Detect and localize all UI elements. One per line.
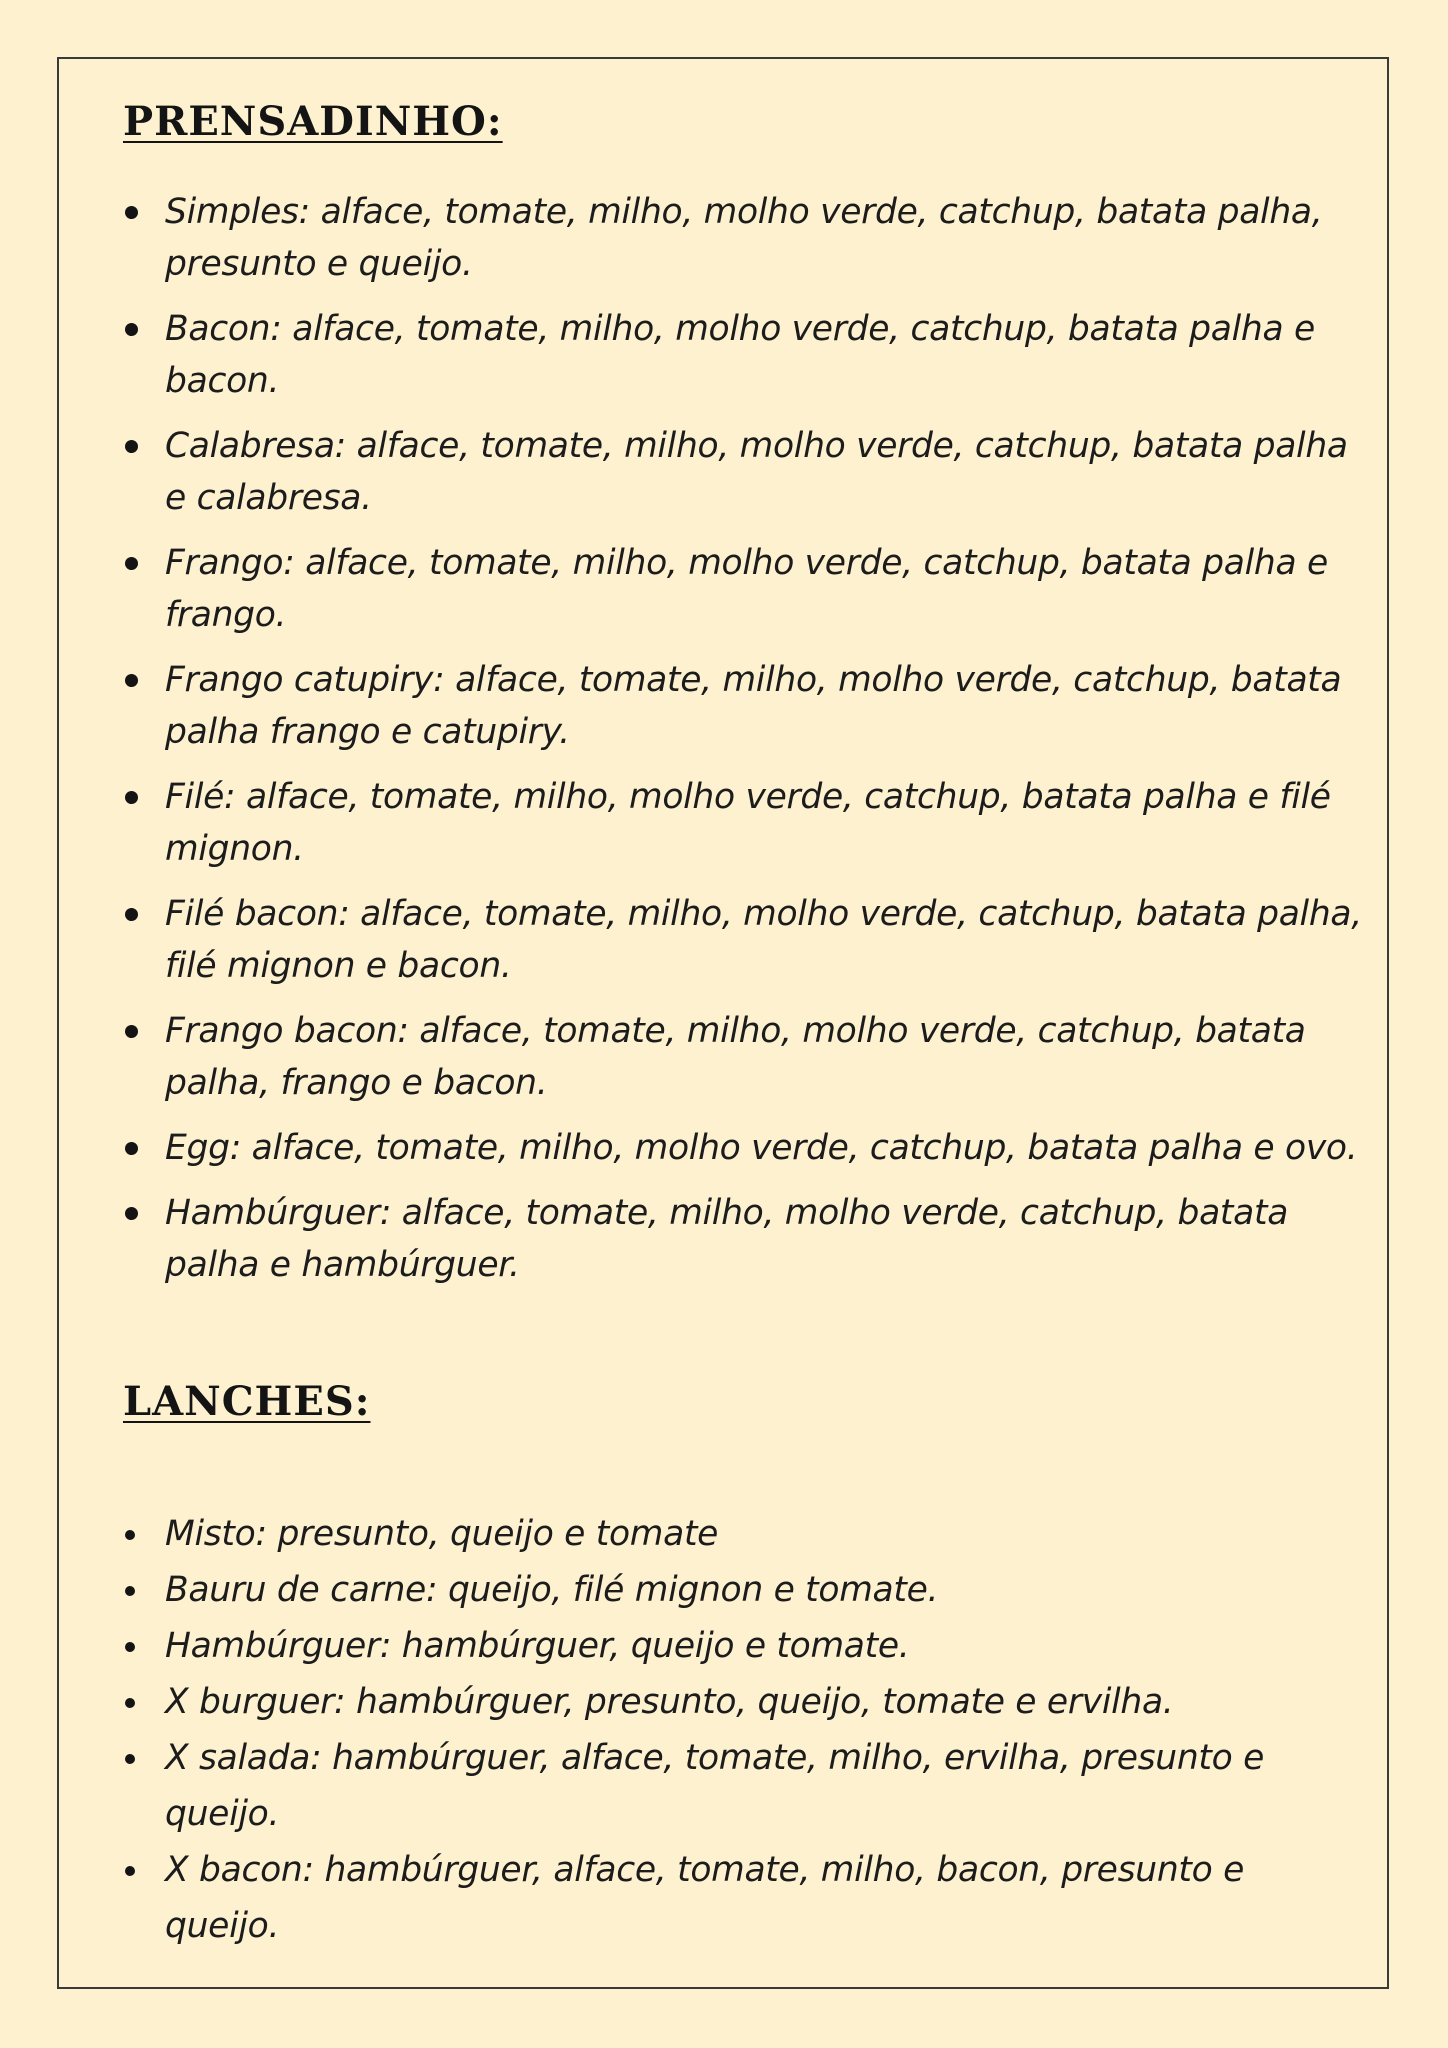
list-item [123,186,1368,290]
list-item-text: Frango bacon: alface, tomate, milho, molho verde, catchup, batata palha, frango e bacon. [165,1011,1306,1103]
bullet-icon [125,1207,138,1220]
bullet-icon [125,1642,135,1652]
list-item-text: Calabresa: alface, tomate, milho, molho verde, catchup, batata palha e calabresa. [165,426,1348,518]
bullet-icon [125,1142,138,1155]
list-item-text: Simples: alface, tomate, milho, molho verde, catchup, batata palha, presunto e queijo. [165,192,1323,284]
list-item [123,537,1368,641]
list-item [123,888,1368,992]
list-item-text: Bacon: alface, tomate, milho, molho verde, catchup, batata palha e bacon. [165,309,1315,401]
list-item-text: Filé: alface, tomate, milho, molho verde, catchup, batata palha e filé mignon. [165,777,1331,869]
list-item-text: X bacon: hambúrguer, alface, tomate, milho, bacon, presunto e queijo. [165,1850,1245,1946]
prensadinho-list [123,186,1368,1304]
list-item-text: X salada: hambúrguer, alface, tomate, milho, ervilha, presunto e queijo. [165,1738,1265,1834]
bullet-icon [125,1586,135,1596]
section-heading-lanches: LANCHES: [123,1378,371,1425]
list-item [123,1562,1368,1618]
list-item-text: Frango catupiry: alface, tomate, milho, molho verde, catchup, batata palha frango e catupiry. [165,660,1342,752]
bullet-icon [125,206,138,219]
bullet-icon [125,440,138,453]
bullet-icon [125,791,138,804]
list-item [123,1842,1368,1954]
list-item [123,1122,1368,1174]
list-item [123,654,1368,758]
list-item [123,1187,1368,1291]
bullet-icon [125,1025,138,1038]
list-item [123,1674,1368,1730]
list-item [123,420,1368,524]
lanches-list [123,1506,1368,1954]
bullet-icon [125,1754,135,1764]
bullet-icon [125,1530,135,1540]
list-item-text: Bauru de carne: queijo, filé mignon e tomate. [165,1570,939,1610]
list-item [123,771,1368,875]
list-item-text: Egg: alface, tomate, milho, molho verde, catchup, batata palha e ovo. [165,1128,1358,1168]
list-item [123,1618,1368,1674]
bullet-icon [125,557,138,570]
list-item [123,1730,1368,1842]
list-item-text: Filé bacon: alface, tomate, milho, molho verde, catchup, batata palha, filé mignon e bacon. [165,894,1362,986]
bullet-icon [125,674,138,687]
list-item [123,1005,1368,1109]
bullet-icon [125,1866,135,1876]
section-heading-prensadinho: PRENSADINHO: [123,98,503,145]
list-item-text: Hambúrguer: alface, tomate, milho, molho verde, catchup, batata palha e hambúrguer. [165,1193,1289,1285]
list-item-text: X burguer: hambúrguer, presunto, queijo, tomate e ervilha. [165,1682,1174,1722]
list-item-text: Hambúrguer: hambúrguer, queijo e tomate. [165,1626,910,1666]
list-item-text: Misto: presunto, queijo e tomate [165,1514,719,1554]
list-item [123,1506,1368,1562]
bullet-icon [125,323,138,336]
list-item-text: Frango: alface, tomate, milho, molho verde, catchup, batata palha e frango. [165,543,1328,635]
list-item [123,303,1368,407]
bullet-icon [125,1698,135,1708]
bullet-icon [125,908,138,921]
